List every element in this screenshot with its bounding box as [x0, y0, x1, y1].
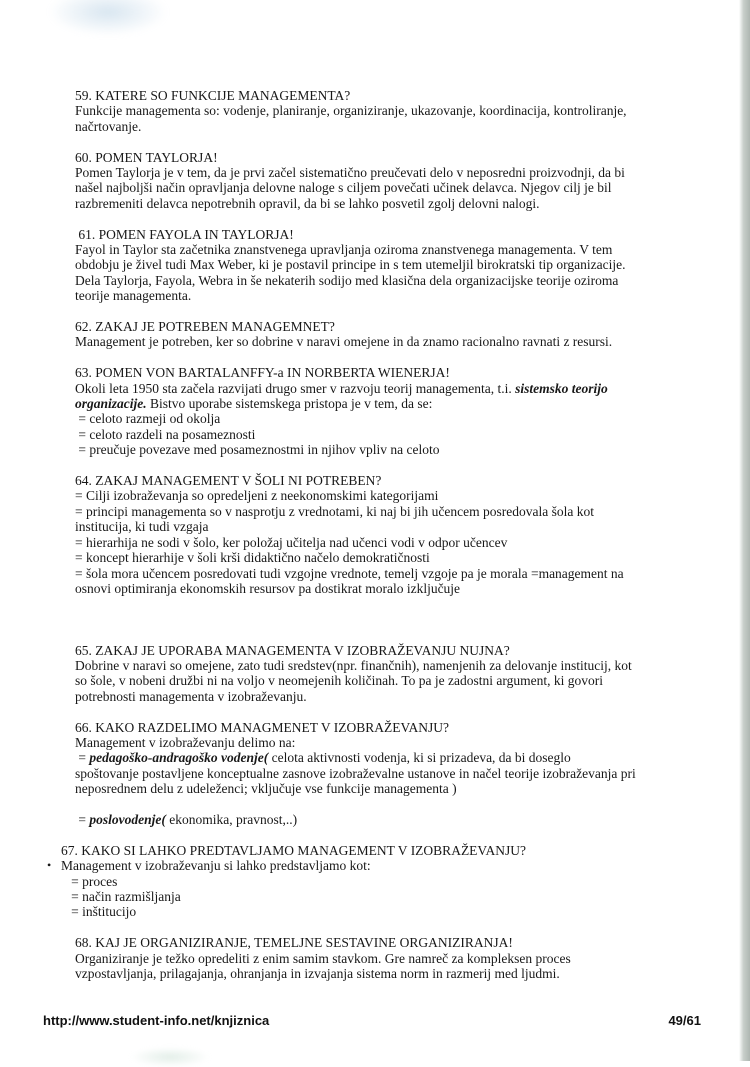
text-run: načrtovanje. — [75, 118, 142, 134]
text-line — [75, 242, 715, 257]
section-heading: 61. POMEN FAYOLA IN TAYLORJA! — [75, 226, 294, 242]
text-run: celota aktivnosti vodenja, ki si prizadeva, da bi doseglo — [268, 750, 571, 766]
text-run: = inštitucijo — [61, 904, 137, 920]
text-line — [75, 180, 715, 195]
text-line — [75, 519, 715, 534]
text-run: = celoto razdeli na posameznosti — [75, 426, 256, 442]
text-line — [75, 381, 715, 396]
section-heading: 64. ZAKAJ MANAGEMENT V ŠOLI NI POTREBEN? — [75, 473, 382, 489]
text-run: = šola mora učencem posredovati tudi vzgojne vrednote, temelj vzgoje pa je morala =management na — [75, 565, 624, 581]
text-line — [75, 812, 715, 827]
section-heading: 59. KATERE SO FUNKCIJE MANAGEMENTA? — [75, 88, 351, 103]
text-run: so šole, v nobeni družbi ni na voljo v neomejenih količinah. To pa je zadostni argument, ki govori — [75, 673, 603, 689]
text-run: neposrednem delu z udeleženci; vključuje vse funkcije managementa ) — [75, 781, 457, 797]
page-footer — [0, 1013, 750, 1031]
text-run: Organiziranje je težko opredeliti z enim samim stavkom. Gre namreč za kompleksen proces — [75, 950, 571, 966]
text-line — [75, 658, 715, 673]
footer-url: http://www.student-info.net/knjiznica — [43, 1013, 270, 1028]
section-heading: 60. POMEN TAYLORJA! — [75, 149, 218, 165]
text-line — [75, 750, 715, 765]
text-run: Funkcije managementa so: vodenje, planiranje, organiziranje, ukazovanje, koordinacija, kontroliranje, — [75, 103, 627, 119]
text-run: = proces — [61, 873, 118, 889]
text-line — [75, 196, 715, 211]
text-line — [75, 257, 715, 272]
text-run: = hierarhija ne sodi v šolo, ker položaj učitelja nad učenci vodi v odpor učencev — [75, 534, 508, 550]
text-run: teorije managementa. — [75, 288, 192, 304]
section-heading: 65. ZAKAJ JE UPORABA MANAGEMENTA V IZOBRAŽEVANJU NUJNA? — [75, 642, 510, 658]
emphasis-text: organizacije. — [75, 396, 147, 412]
text-run: Dobrine v naravi so omejene, zato tudi sredstev(npr. finančnih), namenjenih za delovanje institucij, kot — [75, 657, 632, 673]
text-line — [75, 288, 715, 303]
text-run: = celoto razmeji od okolja — [75, 411, 221, 427]
section-heading: 68. KAJ JE ORGANIZIRANJE, TEMELJNE SESTAVINE ORGANIZIRANJA! — [75, 935, 513, 951]
text-line — [61, 874, 715, 889]
text-run: Management je potreben, ker so dobrine v naravi omejene in da znamo racionalno ravnati z resursi. — [75, 334, 613, 350]
text-line — [75, 488, 715, 503]
section — [75, 227, 715, 304]
text-line — [75, 535, 715, 550]
section-heading: 66. KAKO RAZDELIMO MANAGMENET V IZOBRAŽEVANJU? — [75, 719, 449, 735]
text-run: razbremeniti delavca nepotrebnih opravil, da bi se lahko posvetil zgolj delovni nalogi. — [75, 195, 540, 211]
section-heading: 63. POMEN VON BARTALANFFY-a IN NORBERTA WIENERJA! — [75, 365, 450, 381]
text-line — [75, 781, 715, 796]
text-run: osnovi optimiranja ekonomskih resursov pa dostikrat moralo izključuje — [75, 580, 461, 596]
section-heading: 62. ZAKAJ JE POTREBEN MANAGEMNET? — [75, 319, 335, 335]
text-run: = preučuje povezave med posameznostmi in njihov vpliv na celoto — [75, 442, 440, 458]
bullet-marker: • — [47, 858, 52, 873]
text-run: = principi managementa so v nasprotju z vrednotami, ki naj bi jih učencem posredovala šola kot — [75, 503, 594, 519]
text-line — [75, 103, 715, 118]
text-line — [75, 766, 715, 781]
text-line — [75, 165, 715, 180]
text-run: potrebnosti managementa v izobraževanju. — [75, 688, 307, 704]
text-line — [75, 966, 715, 981]
text-line — [47, 858, 715, 874]
text-line — [75, 581, 715, 596]
section — [75, 720, 715, 828]
text-run: = Cilji izobraževanja so opredeljeni z neekonomskimi kategorijami — [75, 488, 439, 504]
footer-page-number: 49/61 — [668, 1013, 701, 1028]
text-line — [75, 566, 715, 581]
text-run: = — [75, 750, 90, 766]
text-run: = koncept hierarhije v šoli krši didaktično načelo demokratičnosti — [75, 550, 430, 566]
text-run: spoštovanje postavljene konceptualne zasnove izobraževalne ustanove in načel teorije izobraževanja pri — [75, 765, 636, 781]
emphasis-text: pedagoško-andragoško vodenje( — [89, 750, 269, 766]
text-line — [75, 735, 715, 750]
text-line — [75, 273, 715, 288]
text-line — [75, 951, 715, 966]
text-run: Management v izobraževanju si lahko predstavljamo kot: — [61, 858, 371, 874]
text-line — [61, 889, 715, 904]
text-line — [75, 504, 715, 519]
section — [75, 643, 715, 705]
text-run: Pomen Taylorja je v tem, da je prvi začel sistematično preučevati delo v neposredni proizvodnji, da bi — [75, 165, 625, 181]
text-line — [75, 550, 715, 565]
text-line — [75, 442, 715, 457]
section — [75, 365, 715, 457]
text-run: institucija, ki tudi vzgaja — [75, 519, 209, 535]
text-run: Fayol in Taylor sta začetnika znanstvenega upravljanja oziroma znanstvenega managementa. V tem — [75, 242, 613, 258]
emphasis-text: sistemsko teorijo — [515, 380, 608, 396]
text-line — [75, 396, 715, 411]
text-line — [75, 411, 715, 426]
emphasis-text: poslovodenje( — [89, 811, 166, 827]
section-heading: 67. KAKO SI LAHKO PREDTAVLJAMO MANAGEMENT V IZOBRAŽEVANJU? — [61, 842, 526, 858]
text-line — [75, 119, 715, 134]
text-run: obdobju je živel tudi Max Weber, ki je postavil principe in s tem utemeljil birokratski tip organizacije. — [75, 257, 626, 273]
text-line — [75, 673, 715, 688]
text-run: Bistvo uporabe sistemskega pristopa je v tem, da se: — [146, 396, 433, 412]
section — [75, 473, 715, 596]
text-run: = — [75, 811, 90, 827]
text-line — [75, 427, 715, 442]
document-body — [47, 88, 715, 981]
text-run: našel najboljši način opravljanja delovne naloge s ciljem povečati učinek delavca. Njegov cilj je bil — [75, 180, 612, 196]
text-line — [61, 904, 715, 919]
text-run: ekonomika, pravnost,..) — [165, 811, 298, 827]
text-run: vzpostavljanja, prilagajanja, ohranjanja in izvajanja sistema norm in razmerij med ljudmi. — [75, 965, 560, 981]
scan-edge-shadow — [739, 0, 750, 1061]
section — [75, 935, 715, 981]
section — [47, 842, 715, 920]
section — [75, 88, 715, 134]
text-line — [75, 334, 715, 349]
text-run: Okoli leta 1950 sta začela razvijati drugo smer v razvoju teorij managementa, t.i. — [75, 380, 516, 396]
text-run: Management v izobraževanju delimo na: — [75, 734, 296, 750]
section — [75, 319, 715, 350]
section — [75, 150, 715, 212]
text-run: Dela Taylorja, Fayola, Webra in še nekaterih sodijo med klasična dela organizacijske teorije oziroma — [75, 272, 619, 288]
scan-smudge-bottom — [130, 1047, 210, 1067]
text-run: = način razmišljanja — [61, 888, 181, 904]
scan-smudge-top — [48, 0, 168, 36]
text-line — [75, 689, 715, 704]
